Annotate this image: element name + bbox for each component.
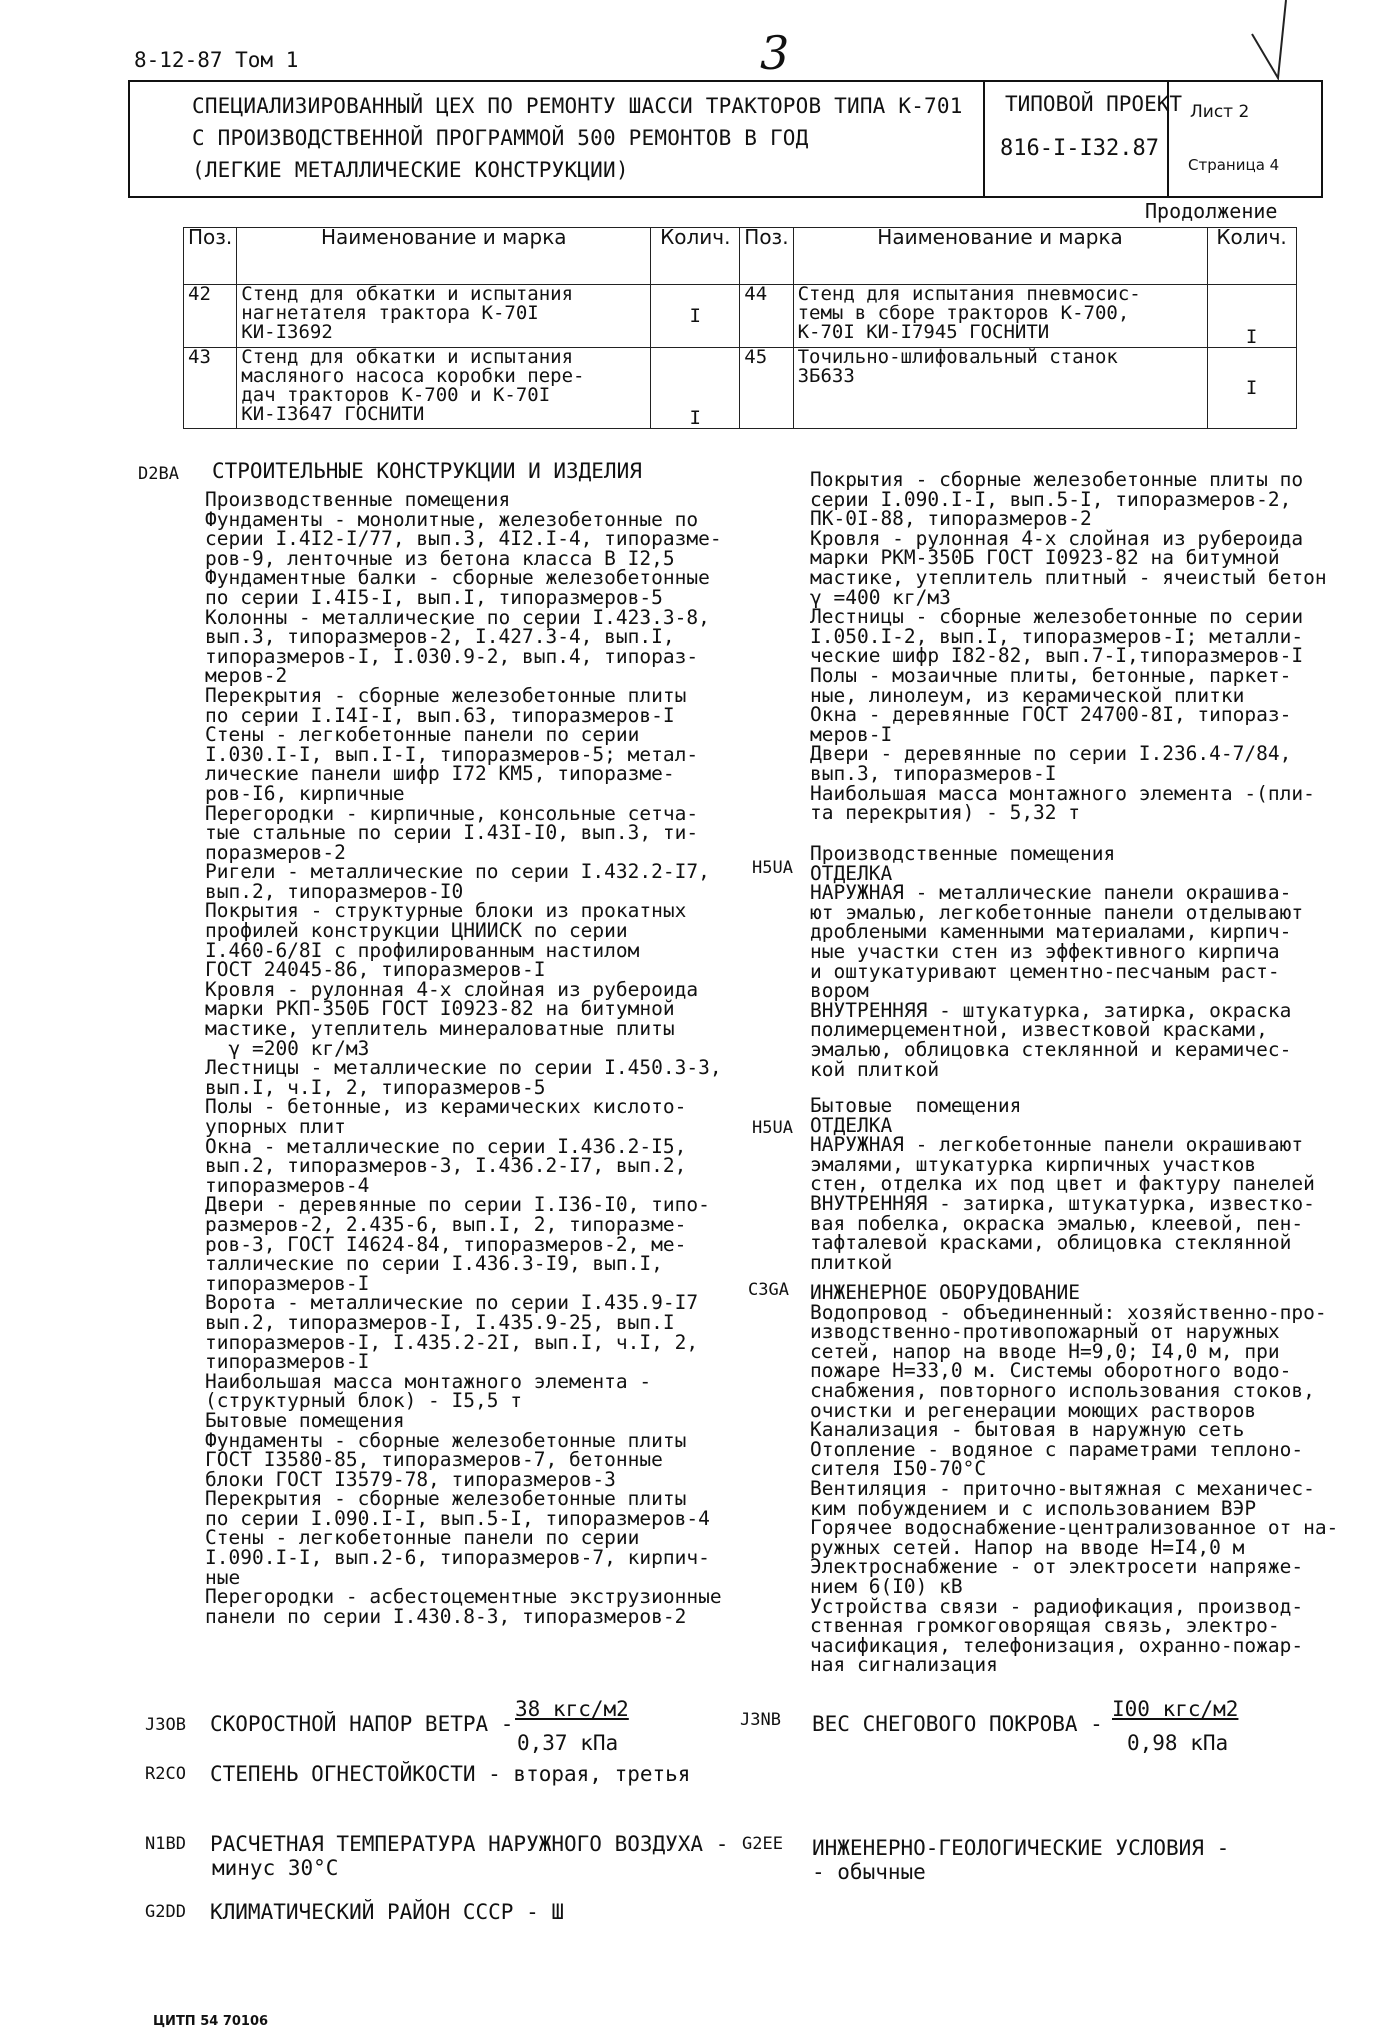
finish-domestic-text: Бытовые помещения ОТДЕЛКА НАРУЖНАЯ - легкобетонные панели окрашивают эмалями, штукатурка кирпичных участков стен, отделка их под цвет и фактуру панелей ВНУТРЕННЯЯ - затирка, штукатурка, известко- вая побелка, окраска эмалью, клеевой, пен- тафталевой красками, облицовка стеклянной плиткой bbox=[810, 1094, 1315, 1274]
snow-label: ВЕС СНЕГОВОГО ПОКРОВА - bbox=[812, 1712, 1103, 1736]
page-number: Страница 4 bbox=[1188, 156, 1280, 174]
section-code: H5UA bbox=[752, 1118, 793, 1138]
wind-label: СКОРОСТНОЙ НАПОР ВЕТРА - bbox=[210, 1712, 514, 1736]
project-title-line-3: (ЛЕГКИЕ МЕТАЛЛИЧЕСКИЕ КОНСТРУКЦИИ) bbox=[192, 158, 629, 182]
climate-region: КЛИМАТИЧЕСКИЙ РАЙОН СССР - Ш bbox=[210, 1900, 565, 1924]
section-code: C3GA bbox=[748, 1280, 789, 1300]
project-type-label: ТИПОВОЙ ПРОЕКТ bbox=[1005, 92, 1183, 116]
project-title-line-1: СПЕЦИАЛИЗИРОВАННЫЙ ЦЕХ ПО РЕМОНТУ ШАССИ ТРАКТОРОВ ТИПА К-701 bbox=[192, 94, 963, 118]
footer-code: ЦИТП 54 70106 bbox=[153, 2014, 269, 2029]
table-cell-qty: I bbox=[1207, 348, 1296, 429]
engineering-text: ИНЖЕНЕРНОЕ ОБОРУДОВАНИЕ Водопровод - объединенный: хозяйственно-про- изводственно-противопожарный от наружных сетей, напор на вводе Н=9,0; I4,0 м, при пожаре Н=33,0 м. Системы оборотного водо- снабжения, повторного использования стоков, очистки и регенерации моющих растворов Канализация - бытовая в наружную сеть Отопление - водяное с параметрами теплоно- сителя I50-70°С Вентиляция - приточно-вытяжная с механичес- ким побуждением и с использованием ВЭР Горячее водоснабжение-централизованное от на- ружных сетей. Напор на вводе Н=I4,0 м Электроснабжение - от электросети напряже- нием 6(I0) кВ Устройства связи - радиофикация, производ- ственная громкоговорящая связь, электро- часификация, телефонизация, охранно-пожар- ная сигнализация bbox=[810, 1281, 1339, 1677]
spec-code: N1BD bbox=[145, 1834, 186, 1854]
table-cell-qty: I bbox=[651, 285, 740, 348]
col-header-qty: Колич. bbox=[651, 228, 740, 285]
design-temperature-value: минус 30°С bbox=[212, 1856, 339, 1880]
spec-code: J3OB bbox=[145, 1715, 186, 1735]
table-header-row bbox=[184, 228, 1297, 285]
project-number: 816-I-I32.87 bbox=[1000, 136, 1159, 161]
spec-code: G2DD bbox=[145, 1902, 186, 1922]
doc-date-volume: 8-12-87 Том 1 bbox=[134, 48, 299, 72]
wind-value-kgs: 38 кгс/м2 bbox=[515, 1697, 629, 1721]
table-cell-qty: I bbox=[651, 348, 740, 429]
construction-text: Производственные помещения Фундаменты - монолитные, железобетонные по серии I.4I2-I/77, вып.3, 4I2.I-4, типоразме- ров-9, ленточные из бетона класса В I2,5 Фундаментные балки - сборные железобетонные по серии I.4I5-I, вып.I, типоразмеров-5 Колонны - металлические по серии I.423.3-8, вып.3, типоразмеров-2, I.427.3-4, вып.I, типоразмеров-I, I.030.9-2, вып.4, типораз- меров-2 Перекрытия - сборные железобетонные плиты по серии I.I4I-I, вып.63, типоразмеров-I Стены - легкобетонные панели по серии I.030.I-I, вып.I-I, типоразмеров-5; метал- лические панели шифр I72 КМ5, типоразме- ров-I6, кирпичные Перегородки - кирпичные, консольные сетча- тые стальные по серии I.43I-I0, вып.3, ти- поразмеров-2 Ригели - металлические по серии I.432.2-I7, вып.2, типоразмеров-I0 Покрытия - структурные блоки из прокатных профилей конструкции ЦНИИСК по серии I.460-6/8I с профилированным настилом ГОСТ 24045-86, типоразмеров-I Кровля - рулонная 4-х слойная из рубероида марки РКП-350Б ГОСТ I0923-82 на битумной мастике, утеплитель минераловатные плиты γ =200 кг/м3 Лестницы - металлические по серии I.450.3-3, вып.I, ч.I, 2, типоразмеров-5 Полы - бетонные, из керамических кислото- упорных плит Окна - металлические по серии I.436.2-I5, вып.2, типоразмеров-3, I.436.2-I7, вып.2, типоразмеров-4 Двери - деревянные по серии I.I36-I0, типо- размеров-2, 2.435-6, вып.I, 2, типоразме- ров-3, ГОСТ I4624-84, типоразмеров-2, ме- таллические по серии I.436.3-I9, вып.I, типоразмеров-I Ворота - металлические по серии I.435.9-I7 вып.2, типоразмеров-I, I.435.9-25, вып.I типоразмеров-I, I.435.2-2I, вып.I, ч.I, 2, типоразмеров-I Наибольшая масса монтажного элемента - (структурный блок) - I5,5 т Бытовые помещения Фундаменты - сборные железобетонные плиты ГОСТ I3580-85, типоразмеров-7, бетонные блоки ГОСТ I3579-78, типоразмеров-3 Перекрытия - сборные железобетонные плиты по серии I.090.I-I, вып.5-I, типоразмеров-4 Стены - легкобетонные панели по серии I.090.I-I, вып.2-6, типоразмеров-7, кирпич- ные Перегородки - асбестоцементные экструзионные панели по серии I.430.8-3, типоразмеров-2 bbox=[205, 488, 722, 1628]
handwritten-check-icon bbox=[1250, 0, 1300, 82]
continuation-label: Продолжение bbox=[1145, 199, 1278, 223]
geological-conditions-value: - обычные bbox=[812, 1860, 926, 1884]
spec-code: G2EE bbox=[742, 1834, 783, 1854]
table-cell-name: Стенд для обкатки и испытания масляного насоса коробки пере- дач тракторов К-700 и К-70I КИ-I3647 ГОСНИТИ bbox=[237, 348, 651, 429]
table-cell-pos: 45 bbox=[740, 348, 793, 429]
section-code: H5UA bbox=[752, 858, 793, 878]
equipment-table bbox=[183, 227, 1297, 429]
table-cell-name: Стенд для обкатки и испытания нагнетателя трактора К-70I КИ-I3692 bbox=[237, 285, 651, 348]
col-header-pos: Поз. bbox=[184, 228, 237, 285]
title-block bbox=[128, 80, 1323, 198]
table-row bbox=[184, 285, 1297, 348]
spec-code: R2CO bbox=[145, 1764, 186, 1784]
col-header-name-2: Наименование и марка bbox=[793, 228, 1207, 285]
project-title-line-2: С ПРОИЗВОДСТВЕННОЙ ПРОГРАММОЙ 500 РЕМОНТОВ В ГОД bbox=[192, 126, 809, 150]
col-header-pos-2: Поз. bbox=[740, 228, 793, 285]
design-temperature: РАСЧЕТНАЯ ТЕМПЕРАТУРА НАРУЖНОГО ВОЗДУХА - bbox=[210, 1832, 729, 1856]
table-cell-pos: 42 bbox=[184, 285, 237, 348]
fire-resistance: СТЕПЕНЬ ОГНЕСТОЙКОСТИ - вторая, третья bbox=[210, 1762, 691, 1786]
table-cell-name: Точильно-шлифовальный станок 3Б633 bbox=[793, 348, 1207, 429]
table-cell-name: Стенд для испытания пневмосис- темы в сборе тракторов К-700, К-70I КИ-I7945 ГОСНИТИ bbox=[793, 285, 1207, 348]
handwritten-page-mark: 3 bbox=[760, 26, 790, 80]
snow-value-kpa: 0,98 кПа bbox=[1127, 1731, 1229, 1755]
spec-code: J3NB bbox=[740, 1710, 781, 1730]
section-code: D2BA bbox=[138, 464, 179, 484]
snow-value-kgs: I00 кгс/м2 bbox=[1112, 1697, 1239, 1721]
wind-value-kpa: 0,37 кПа bbox=[517, 1731, 619, 1755]
table-row bbox=[184, 348, 1297, 429]
table-cell-pos: 43 bbox=[184, 348, 237, 429]
table-cell-pos: 44 bbox=[740, 285, 793, 348]
geological-conditions: ИНЖЕНЕРНО-ГЕОЛОГИЧЕСКИЕ УСЛОВИЯ - bbox=[812, 1836, 1230, 1860]
finish-production-text: Производственные помещения ОТДЕЛКА НАРУЖНАЯ - металлические панели окрашива- ют эмалью, легкобетонные панели отделывают дроблеными каменными материалами, кирпич- ные участки стен из эффективного кирпича и оштукатуривают цементно-песчаным раст- вором ВНУТРЕННЯЯ - штукатурка, затирка, окраска полимерцементной, известковой красками, эмалью, облицовка стеклянной и керамичес- кой плиткой bbox=[810, 842, 1304, 1081]
section-heading-construction: СТРОИТЕЛЬНЫЕ КОНСТРУКЦИИ И ИЗДЕЛИЯ bbox=[212, 459, 642, 483]
right-column-text-top: Покрытия - сборные железобетонные плиты по серии I.090.I-I, вып.5-I, типоразмеров-2, ПК-0I-88, типоразмеров-2 Кровля - рулонная 4-х слойная из рубероида марки РКМ-350Б ГОСТ I0923-82 на битумной мастике, утеплитель плитный - ячеистый бетон γ =400 кг/м3 Лестницы - сборные железобетонные по серии I.050.I-2, вып.I, типоразмеров-I; металли- ческие шифр I82-82, вып.7-I,типоразмеров-I Полы - мозаичные плиты, бетонные, паркет- ные, линолеум, из керамической плитки Окна - деревянные ГОСТ 24700-8I, типораз- меров-I Двери - деревянные по серии I.236.4-7/84, вып.3, типоразмеров-I Наибольшая масса монтажного элемента -(пли- та перекрытия) - 5,32 т bbox=[810, 468, 1327, 825]
col-header-name: Наименование и марка bbox=[237, 228, 651, 285]
col-header-qty-2: Колич. bbox=[1207, 228, 1296, 285]
sheet-number: Лист 2 bbox=[1190, 102, 1250, 122]
table-cell-qty: I bbox=[1207, 285, 1296, 348]
